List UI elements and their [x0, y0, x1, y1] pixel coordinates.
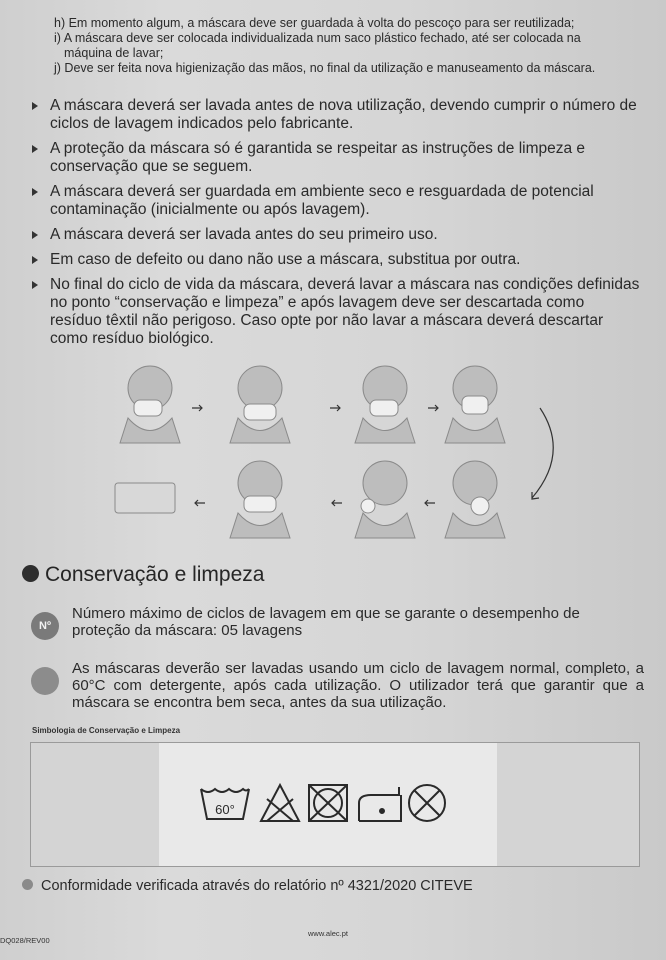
bullet-item [30, 97, 640, 133]
instruction-sublist [54, 16, 654, 76]
wash-60-icon [201, 789, 249, 819]
bullet-list [30, 97, 640, 355]
bullet-item [30, 140, 640, 176]
bullet-text: A máscara deverá ser lavada antes do seu primeiro uso. [50, 226, 438, 243]
bullet-triangle-icon [32, 256, 38, 264]
care-symbols-panel [159, 743, 497, 866]
no-bleach-icon [261, 785, 299, 821]
conformity-note [22, 878, 473, 894]
head-figure-icon [355, 366, 415, 443]
care-symbols-row [199, 781, 459, 825]
no-tumble-dry-icon [309, 785, 347, 821]
bullet-triangle-icon [32, 145, 38, 153]
bullet-triangle-icon [32, 231, 38, 239]
conformity-text: Conformidade verificada através do relatório nº 4321/2020 CITEVE [41, 878, 473, 894]
section-title-text: Conservação e limpeza [45, 563, 265, 586]
bullet-text: A máscara deverá ser guardada em ambiente seco e resguardada de potencial contaminação (inicialmente ou após lavagem). [50, 183, 594, 218]
care-symbols-box [30, 742, 640, 867]
head-figure-icon [230, 461, 290, 538]
bullet-text: A proteção da máscara só é garantida se respeitar as instruções de limpeza e conservação que se seguem. [50, 140, 586, 175]
footer-url: www.alec.pt [308, 929, 349, 938]
arrow-right-icon [330, 405, 340, 411]
svg-text:60°: 60° [215, 802, 235, 817]
bullet-item [30, 276, 640, 348]
curved-arrow-icon [532, 408, 553, 498]
head-figure-icon [120, 366, 180, 443]
bullet-item [30, 251, 640, 269]
bullet-triangle-icon [32, 188, 38, 196]
arrow-left-icon [195, 500, 205, 506]
head-figure-icon [445, 461, 505, 538]
footer-code: DQ028/REV00 [0, 936, 50, 945]
iron-icon [359, 787, 401, 821]
head-figure-icon [445, 366, 505, 443]
sublist-item-i: i) A máscara deve ser colocada individualizada num saco plástico fechado, até ser colocada na [54, 31, 581, 45]
head-figure-icon [230, 366, 290, 443]
sublist-item-h: h) Em momento algum, a máscara deve ser guardada à volta do pescoço para ser reutilizada; [54, 16, 575, 30]
bullet-item [30, 226, 640, 244]
section-title [22, 563, 264, 587]
arrow-left-icon [425, 500, 435, 506]
gray-circle-icon [31, 667, 59, 695]
arrow-right-icon [192, 405, 202, 411]
head-figure-icon [355, 461, 415, 538]
bullet-item [30, 183, 640, 219]
section-bullet-icon [22, 565, 39, 582]
arrow-left-icon [332, 500, 342, 506]
washing-instructions-paragraph: As máscaras deverão ser lavadas usando um ciclo de lavagem normal, completo, a 60°C com detergente, após cada utilização. O utilizador terá que garantir que a máscara se encontra bem seca, antes da sua utilização. [72, 660, 644, 711]
sublist-item-i-continued: máquina de lavar; [64, 46, 164, 60]
no-dry-clean-icon [409, 785, 445, 821]
bullet-triangle-icon [32, 281, 38, 289]
sublist-item-j: j) Deve ser feita nova higienização das mãos, no final da utilização e manuseamento da máscara. [54, 61, 596, 75]
mask-packet-icon [115, 483, 175, 513]
bullet-text: Em caso de defeito ou dano não use a máscara, substitua por outra. [50, 251, 521, 268]
bullet-text: No final do ciclo de vida da máscara, deverá lavar a máscara nas condições definidas no ponto “conservação e limpeza” e após lavagem deve ser descartada como resíduo têxtil não perigoso. Caso opte por não lavar a máscara deverá descartar como resíduo biológico. [50, 276, 640, 347]
wash-cycles-paragraph: Número máximo de ciclos de lavagem em que se garante o desempenho de proteção da máscara: 05 lavagens [72, 605, 580, 639]
symbols-title: Simbologia de Conservação e Limpeza [32, 726, 181, 735]
bullet-triangle-icon [32, 102, 38, 110]
mask-usage-illustration [100, 358, 560, 543]
wash-number-badge-icon: Nº [31, 612, 59, 640]
arrow-right-icon [428, 405, 438, 411]
bullet-text: A máscara deverá ser lavada antes de nova utilização, devendo cumprir o número de ciclos de lavagem indicados pelo fabricante. [50, 97, 637, 132]
conformity-bullet-icon [22, 879, 33, 890]
